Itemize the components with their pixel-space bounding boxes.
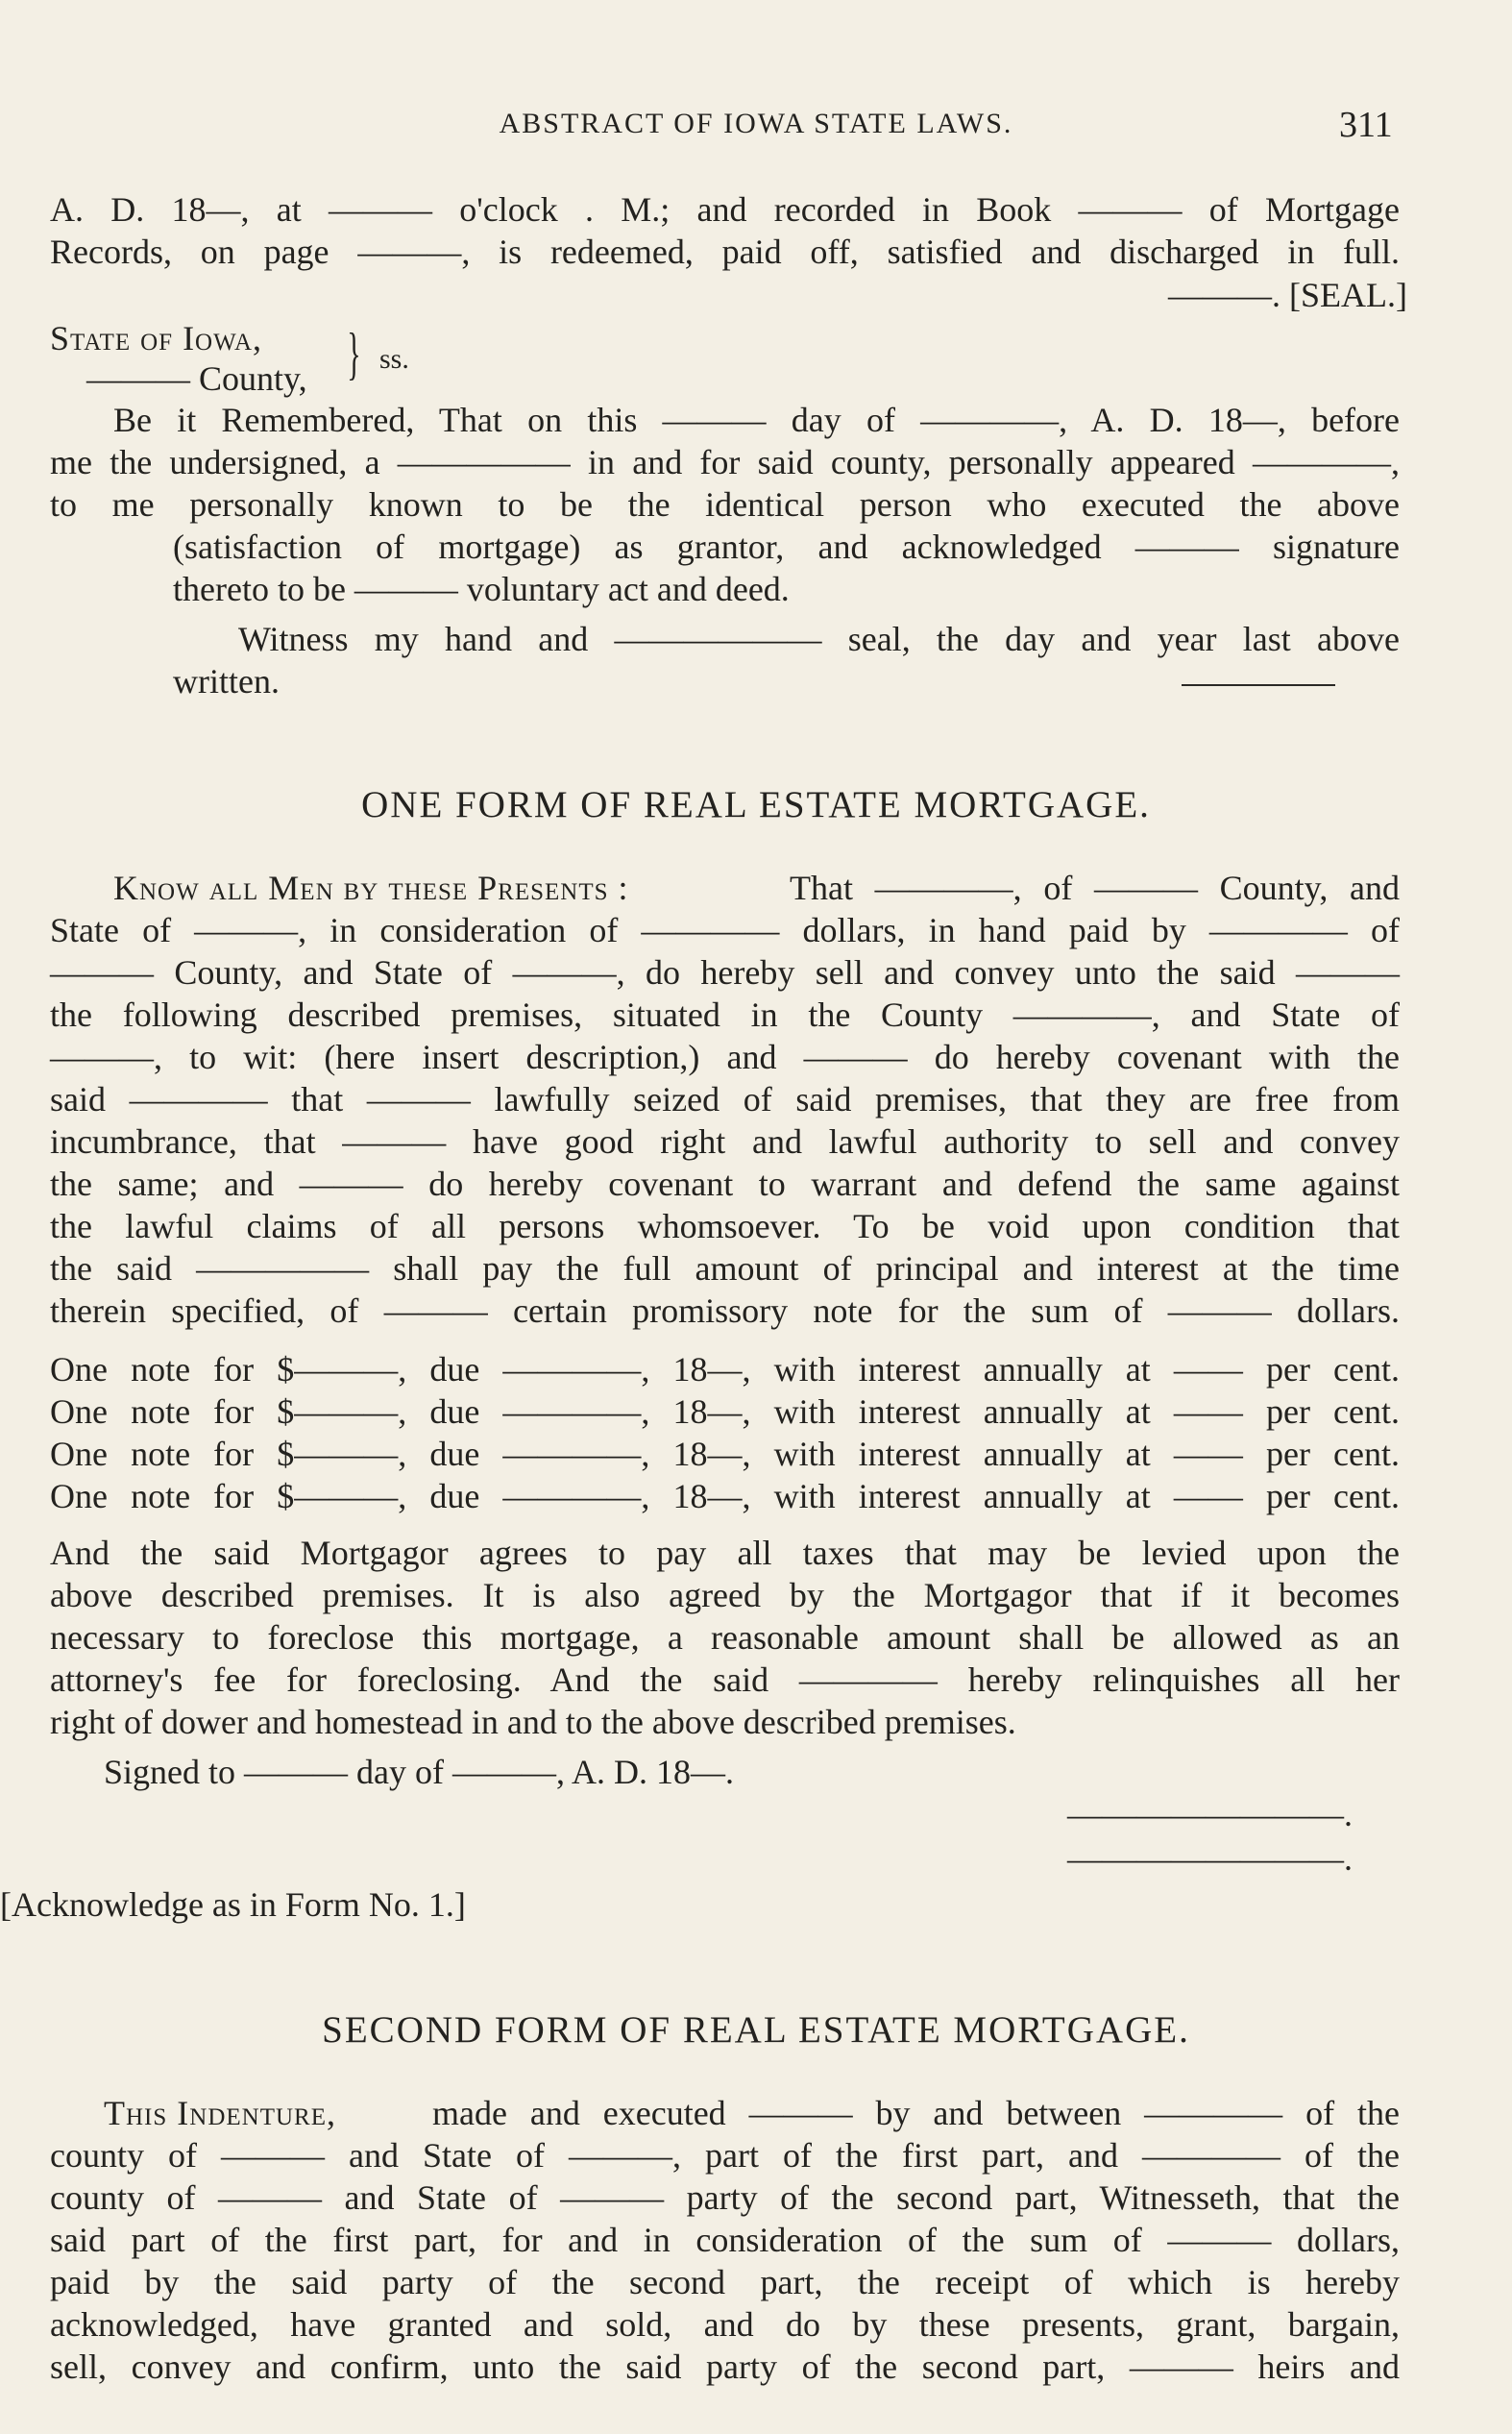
form-two-line-6: acknowledged, have granted and sold, and do by these presents, grant, bargain, (50, 2305, 1400, 2344)
form-two-line-7: sell, convey and confirm, unto the said party of the second part, ——— heirs and (50, 2348, 1400, 2386)
signed-line: Signed to ——— day of ———, A. D. 18—. (104, 1753, 734, 1791)
page-number: 311 (1339, 105, 1393, 145)
running-title: ABSTRACT OF IOWA STATE LAWS. (499, 108, 1013, 139)
closing-line-3: necessary to foreclose this mortgage, a reasonable amount shall be allowed as an (50, 1618, 1400, 1657)
release-signature: ———. [SEAL.] (1168, 276, 1407, 314)
note-line-3: One note for $———, due ————, 18—, with interest annually at —— per cent. (50, 1435, 1400, 1473)
venue-state: State of Iowa, (50, 319, 262, 357)
form-two-opening: This Indenture, (104, 2094, 336, 2132)
venue-brace: } (347, 322, 361, 385)
form-one-line-4: the following described premises, situated in the County ————, and State of (50, 996, 1400, 1034)
closing-line-2: above described premises. It is also agreed by the Mortgagor that if it becomes (50, 1576, 1400, 1614)
form-one-line-7: incumbrance, that ——— have good right and lawful authority to sell and convey (50, 1122, 1400, 1161)
form-one-line-3: ——— County, and State of ———, do hereby sell and convey unto the said ——— (50, 953, 1400, 992)
note-line-4: One note for $———, due ————, 18—, with interest annually at —— per cent. (50, 1477, 1400, 1515)
ack-line-2: me the undersigned, a ————— in and for said county, personally appeared ————, (50, 443, 1400, 481)
form-one-line-2: State of ———, in consideration of ———— dollars, in hand paid by ———— of (50, 911, 1400, 949)
form-one-line-8: the same; and ——— do hereby covenant to warrant and defend the same against (50, 1165, 1400, 1203)
form-one-line-6: said ———— that ——— lawfully seized of said premises, that they are free from (50, 1080, 1400, 1119)
venue-county: ——— County, (86, 359, 307, 398)
ack-line-7: written. (173, 662, 280, 701)
release-line-2: Records, on page ———, is redeemed, paid off, satisfied and discharged in full. (50, 233, 1400, 271)
ack-line-4: (satisfaction of mortgage) as grantor, and acknowledged ——— signature (173, 528, 1400, 566)
release-line-1: A. D. 18—, at ——— o'clock . M.; and recorded in Book ——— of Mortgage (50, 190, 1400, 229)
form-one-opening: Know all Men by these Presents : (113, 869, 629, 907)
signature-line-1: ————————. (1067, 1795, 1353, 1833)
form-one-heading: ONE FORM OF REAL ESTATE MORTGAGE. (361, 784, 1151, 825)
form-one-line-9: the lawful claims of all persons whomsoever. To be void upon condition that (50, 1207, 1400, 1245)
acknowledge-note: [Acknowledge as in Form No. 1.] (0, 1885, 466, 1924)
form-one-line-10: the said ————— shall pay the full amount of principal and interest at the time (50, 1249, 1400, 1288)
ack-line-5: thereto to be ——— voluntary act and deed. (173, 570, 790, 608)
form-two-line-5: paid by the said party of the second part, the receipt of which is hereby (50, 2263, 1400, 2301)
form-two-line-2: county of ——— and State of ———, part of the first part, and ———— of the (50, 2136, 1400, 2175)
ack-line-6: Witness my hand and —————— seal, the day and year last above (238, 620, 1400, 658)
form-two-line-3: county of ——— and State of ——— party of the second part, Witnesseth, that the (50, 2178, 1400, 2217)
form-one-line-1: That ————, of ——— County, and (790, 869, 1400, 907)
form-two-heading: SECOND FORM OF REAL ESTATE MORTGAGE. (322, 2009, 1190, 2051)
form-one-line-5: ———, to wit: (here insert description,) and ——— do hereby covenant with the (50, 1038, 1400, 1076)
signature-line-2: ————————. (1067, 1839, 1353, 1878)
closing-line-5: right of dower and homestead in and to the above described premises. (50, 1703, 1016, 1741)
venue-ss: ss. (379, 343, 409, 375)
form-one-line-11: therein specified, of ——— certain promissory note for the sum of ——— dollars. (50, 1291, 1400, 1330)
witness-signature-rule (1182, 684, 1335, 686)
form-two-line-4: said part of the first part, for and in consideration of the sum of ——— dollars, (50, 2221, 1400, 2259)
note-line-2: One note for $———, due ————, 18—, with interest annually at —— per cent. (50, 1392, 1400, 1431)
closing-line-4: attorney's fee for foreclosing. And the said ———— hereby relinquishes all her (50, 1660, 1400, 1699)
form-two-line-1: made and executed ——— by and between ———— of the (432, 2094, 1400, 2132)
ack-line-3: to me personally known to be the identical person who executed the above (50, 485, 1400, 524)
note-line-1: One note for $———, due ————, 18—, with interest annually at —— per cent. (50, 1350, 1400, 1389)
ack-line-1: Be it Remembered, That on this ——— day of ————, A. D. 18—, before (113, 401, 1400, 439)
closing-line-1: And the said Mortgagor agrees to pay all taxes that may be levied upon the (50, 1534, 1400, 1572)
